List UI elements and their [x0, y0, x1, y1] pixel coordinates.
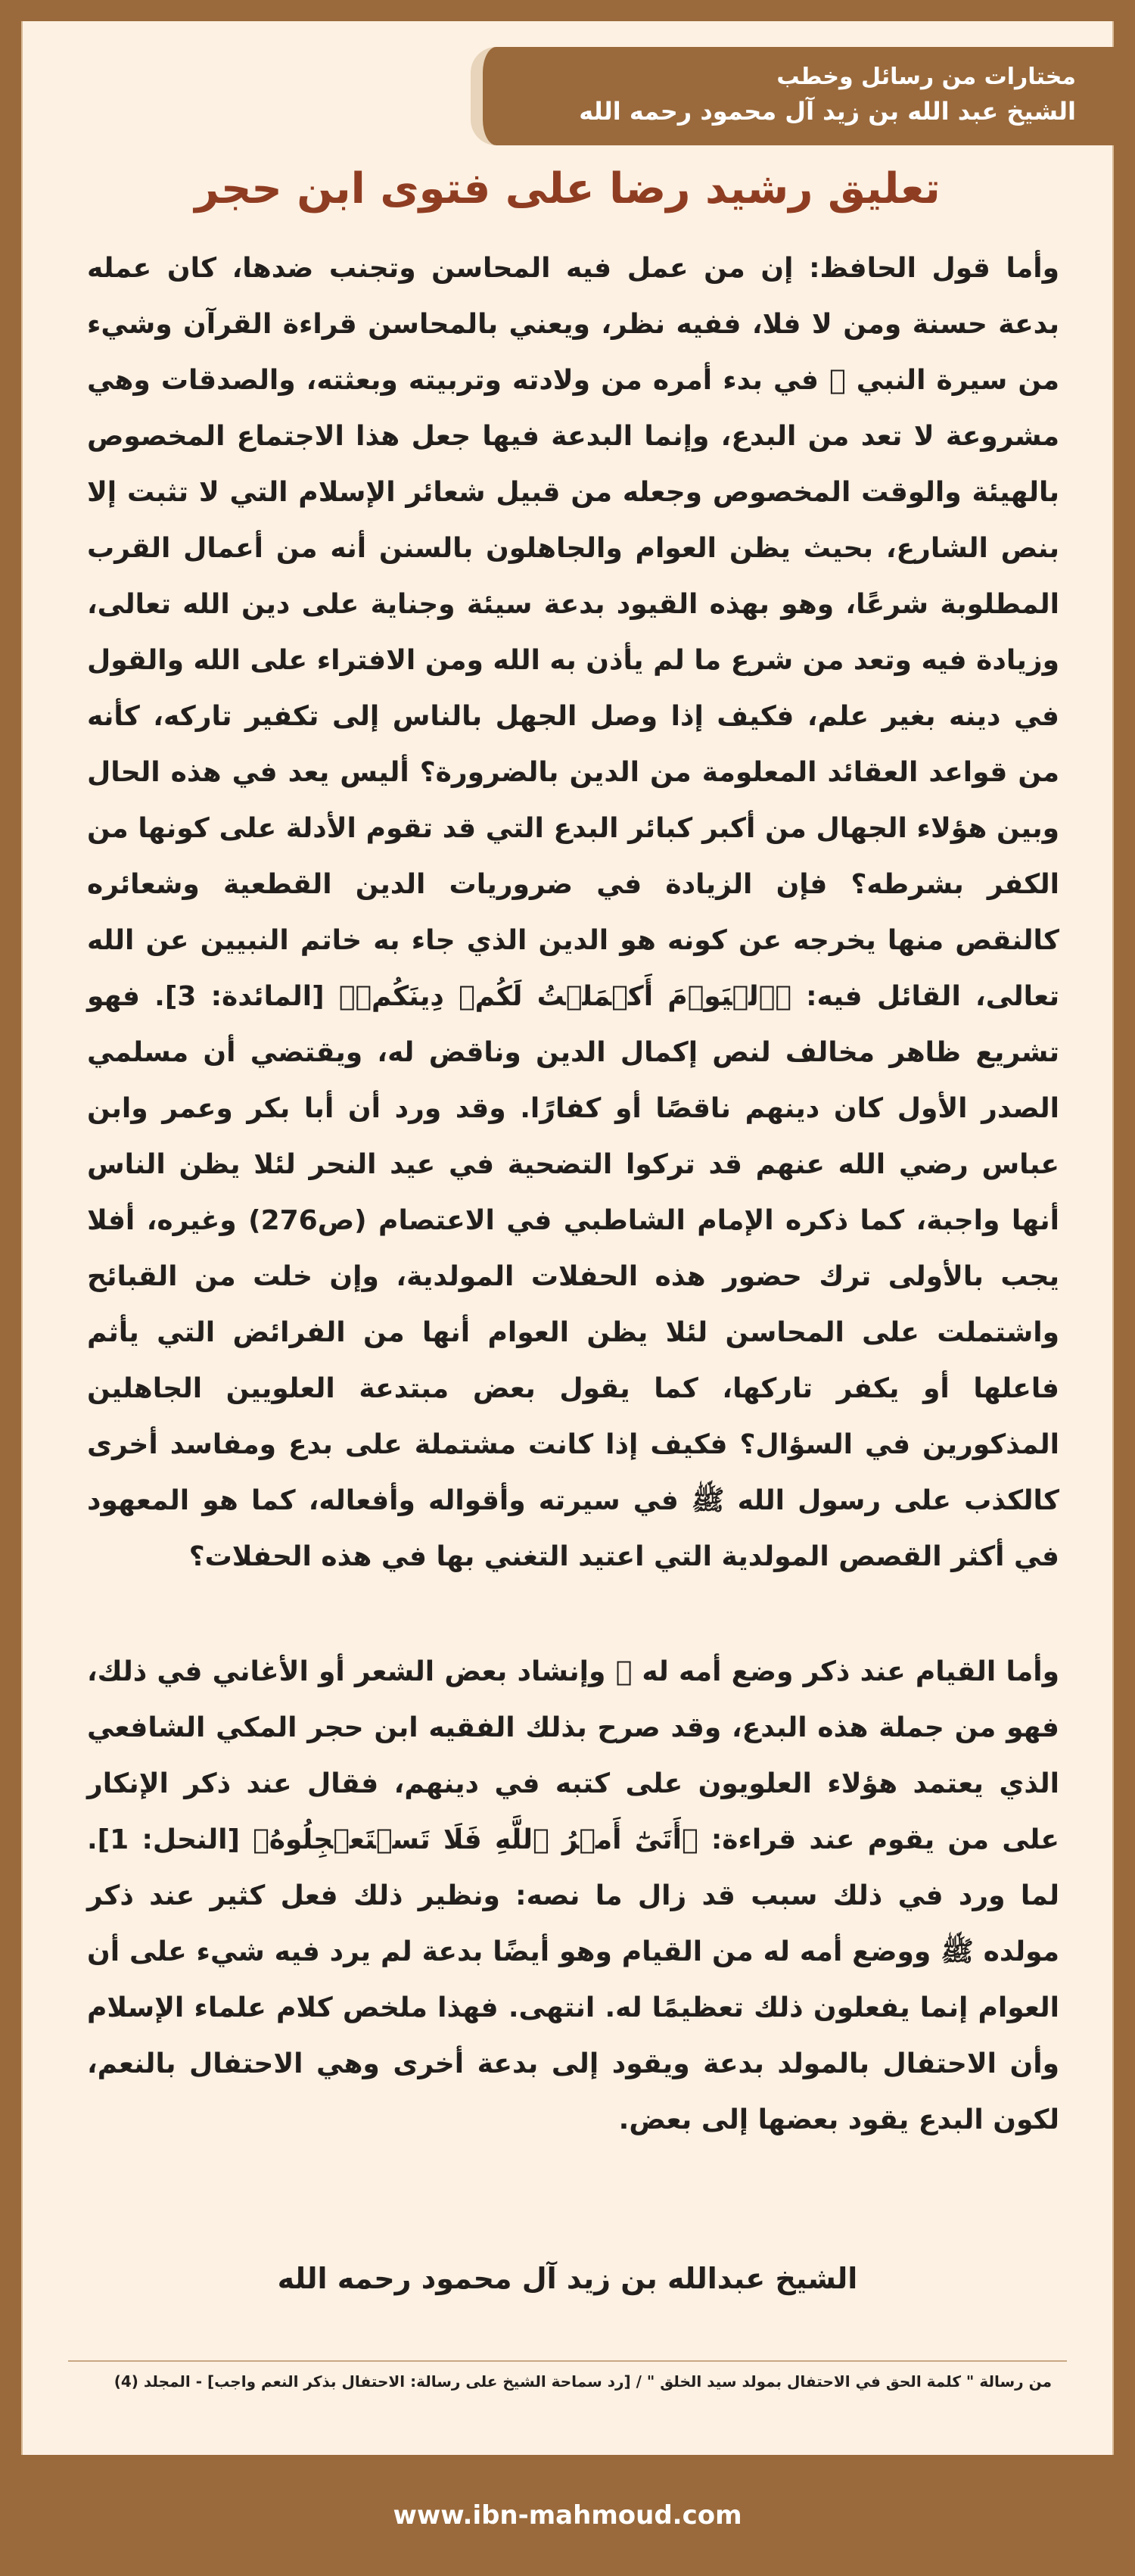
- series-title: مختارات من رسائل وخطب: [776, 64, 1076, 90]
- footer-bar: [0, 2455, 1135, 2576]
- series-header-tab: [471, 47, 1114, 145]
- author-name: الشيخ عبد الله بن زيد آل محمود رحمه الله: [579, 97, 1076, 126]
- divider: [68, 2360, 1067, 2362]
- body-paragraph-2: وأما القيام عند ذكر وضع أمه له ﷺ وإنشاد بعض الشعر أو الأغاني في ذلك، فهو من جملة هذه البدع، وقد صرح بذلك الفقيه ابن حجر المكي الشافعي الذي يعتمد هؤلاء العلويون على كتبه في دينهم، فقال عند ذكر الإنكار على من يقوم عند قراءة: ﴿أَتَىٰٓ أَمۡرُ ٱللَّهِ فَلَا تَسۡتَعۡجِلُوهُ﴾ [النحل: 1]. لما ورد في ذلك سبب قد زال ما نصه: ونظير ذلك فعل كثير عند ذكر مولده ﷺ ووضع أمه له من القيام وهو أيضًا بدعة لم يرد فيه شيء على أن العوام إنما يفعلون ذلك تعظيمًا له. انتهى. فهذا ملخص كلام علماء الإسلام وأن الاحتفال بالمولد بدعة ويقود إلى بدعة أخرى وهي الاحتفال بالنعم، لكون البدع يقود بعضها إلى بعض.: [87, 1656, 1059, 2135]
- article-body: [87, 241, 1059, 2148]
- signature: الشيخ عبدالله بن زيد آل محمود رحمه الله: [277, 2262, 858, 2295]
- website-link[interactable]: www.ibn-mahmoud.com: [393, 2500, 742, 2531]
- body-paragraph-1: وأما قول الحافظ: إن من عمل فيه المحاسن وتجنب ضدها، كان عمله بدعة حسنة ومن لا فلا، ففيه نظر، ويعني بالمحاسن قراءة القرآن وشيء من سيرة النبي ﷺ في بدء أمره من ولادته وتربيته وبعثته، والصدقات وهي مشروعة لا تعد من البدع، وإنما البدعة فيها جعل هذا الاجتماع المخصوص بالهيئة والوقت المخصوص وجعله من قبيل شعائر الإسلام التي لا تثبت إلا بنص الشارع، بحيث يظن العوام والجاهلون بالسنن أنه من أعمال القرب المطلوبة شرعًا، وهو بهذه القيود بدعة سيئة وجناية على دين الله تعالى، وزيادة فيه وتعد من شرع ما لم يأذن به الله ومن الافتراء على الله والقول في دينه بغير علم، فكيف إذا وصل الجهل بالناس إلى تكفير تاركه، كأنه من قواعد العقائد المعلومة من الدين بالضرورة؟ أليس يعد في هذه الحال وبين هؤلاء الجهال من أكبر كبائر البدع التي قد تقوم الأدلة على كونها من الكفر بشرطه؟ فإن الزيادة في ضروريات الدين القطعية وشعائره كالنقص منها يخرجه عن كونه هو الدين الذي جاء به خاتم النبيين عن الله تعالى، القائل فيه: ﴿ٱلۡيَوۡمَ أَكۡمَلۡتُ لَكُمۡ دِينَكُمۡ﴾ [المائدة: 3]. فهو تشريع ظاهر مخالف لنص إكمال الدين وناقض له، ويقتضي أن مسلمي الصدر الأول كان دينهم ناقصًا أو كفارًا. وقد ورد أن أبا بكر وعمر وابن عباس رضي الله عنهم قد تركوا التضحية في عيد النحر لئلا يظن الناس أنها واجبة، كما ذكره الإمام الشاطبي في الاعتصام (ص276) وغيره، أفلا يجب بالأولى ترك حضور هذه الحفلات المولدية، وإن خلت من القبائح واشتملت على المحاسن لئلا يظن العوام أنها من الفرائض التي يأثم فاعلها أو يكفر تاركها، كما يقول بعض مبتدعة العلويين الجاهلين المذكورين في السؤال؟ فكيف إذا كانت مشتملة على بدع ومفاسد أخرى كالكذب على رسول الله ﷺ في سيرته وأقواله وأفعاله، كما هو المعهود في أكثر القصص المولدية التي اعتيد التغني بها في هذه الحفلات؟: [87, 253, 1059, 1572]
- article-title: تعليق رشيد رضا على فتوى ابن حجر: [194, 164, 941, 213]
- source-citation: من رسالة " كلمة الحق في الاحتفال بمولد سيد الخلق " / [رد سماحة الشيخ على رسالة: الاحتفال بذكر النعم واجب] - المجلد (4): [114, 2372, 1052, 2391]
